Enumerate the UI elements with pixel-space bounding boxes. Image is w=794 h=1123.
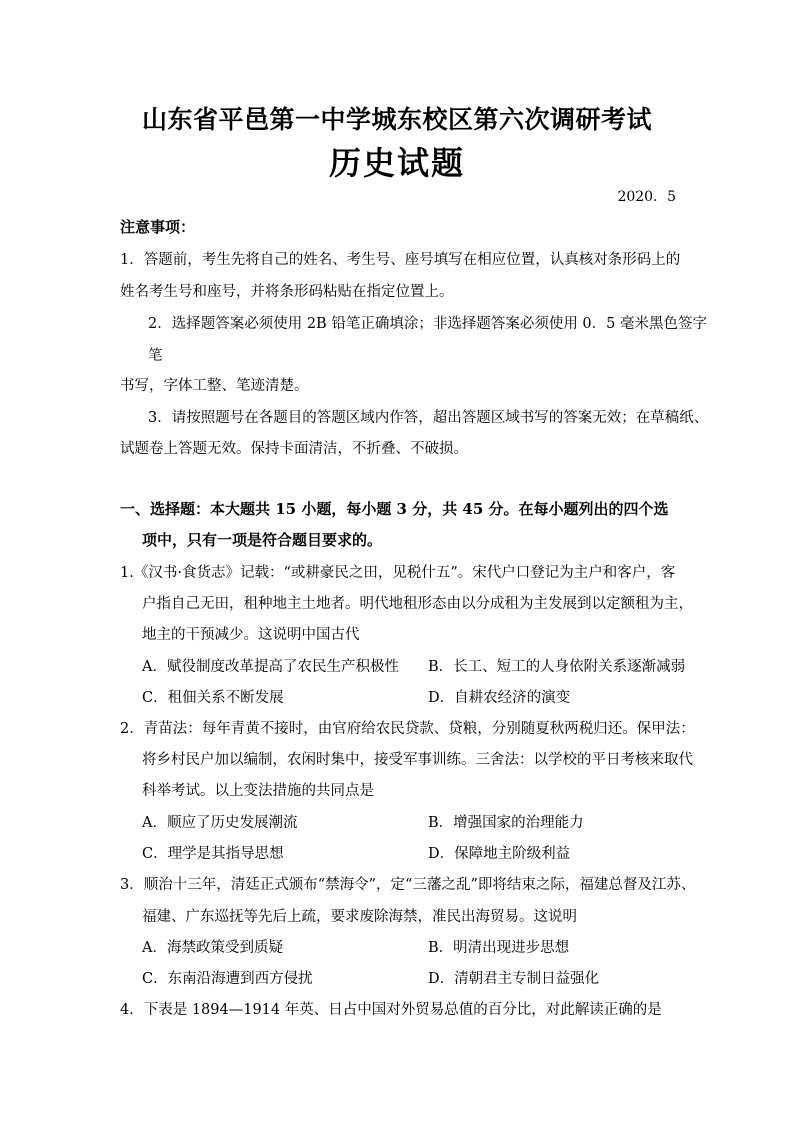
section-heading: 项中，只有一项是符合题目要求的。 [142, 531, 383, 549]
question-text: 3．顺治十三年，清廷正式颁布“禁海令”，定“三藩之乱”即将结束之际，福建总督及江苏、 [120, 877, 696, 893]
option-c: C．租佃关系不断发展 [142, 690, 284, 706]
question-text: 地主的干预减少。这说明中国古代 [142, 627, 360, 643]
exam-date: 2020．5 [617, 189, 676, 205]
section-heading: 一、选择题：本大题共 15 小题，每小题 3 分，共 45 分。在每小题列出的四个选 [120, 500, 669, 518]
notice-line: 笔 [148, 348, 163, 364]
question-text: 2．青苗法：每年青黄不接时，由官府给农民贷款、贷粮，分别随夏秋两税归还。保甲法： [120, 721, 695, 737]
option-d: D．保障地主阶级利益 [428, 846, 571, 862]
subject-title: 历史试题 [328, 144, 465, 182]
question-text: 4．下表是 1894—1914 年英、日占中国对外贸易总值的百分比，对此解读正确的是 [120, 1002, 662, 1018]
exam-title: 山东省平邑第一中学城东校区第六次调研考试 [141, 105, 652, 134]
notice-line: 姓名考生号和座号，并将条形码粘贴在指定位置上。 [120, 284, 454, 300]
option-d: D．自耕农经济的演变 [428, 690, 571, 706]
notice-line: 2．选择题答案必须使用 2B 铅笔正确填涂；非选择题答案必须使用 0．5 毫米黑色签字 [148, 316, 707, 332]
option-a: A．海禁政策受到质疑 [142, 940, 283, 956]
question-text: 户指自己无田，租种地主土地者。明代地租形态由以分成租为主发展到以定额租为主， [142, 596, 693, 612]
option-b: B．长工、短工的人身依附关系逐渐减弱 [428, 659, 686, 675]
notice-line: 试题卷上答题无效。保持卡面清洁，不折叠、不破损。 [120, 441, 468, 457]
question-text: 科举考试。以上变法措施的共同点是 [142, 783, 374, 799]
notice-line: 1．答题前，考生先将自己的姓名、考生号、座号填写在相应位置，认真核对条形码上的 [120, 252, 681, 268]
option-a: A．顺应了历史发展潮流 [142, 815, 298, 831]
notice-heading: 注意事项： [120, 218, 196, 236]
option-d: D．清朝君主专制日益强化 [428, 971, 600, 987]
option-b: B．明清出现进步思想 [428, 940, 570, 956]
question-text: 福建、广东巡抚等先后上疏，要求废除海禁，准民出海贸易。这说明 [142, 909, 577, 925]
option-c: C．理学是其指导思想 [142, 846, 284, 862]
notice-line: 书写，字体工整、笔迹清楚。 [120, 378, 309, 394]
option-c: C．东南沿海遭到西方侵扰 [142, 971, 313, 987]
question-text: 1.《汉书·食货志》记载：“或耕豪民之田，见税什五”。宋代户口登记为主户和客户，客 [120, 565, 676, 581]
question-text: 将乡村民户加以编制，农闲时集中，接受军事训练。三舍法：以学校的平日考核来取代 [142, 752, 693, 768]
notice-line: 3．请按照题号在各题目的答题区域内作答，超出答题区域书写的答案无效；在草稿纸、 [148, 410, 709, 426]
option-b: B．增强国家的治理能力 [428, 815, 584, 831]
option-a: A．赋役制度改革提高了农民生产积极性 [142, 659, 399, 675]
